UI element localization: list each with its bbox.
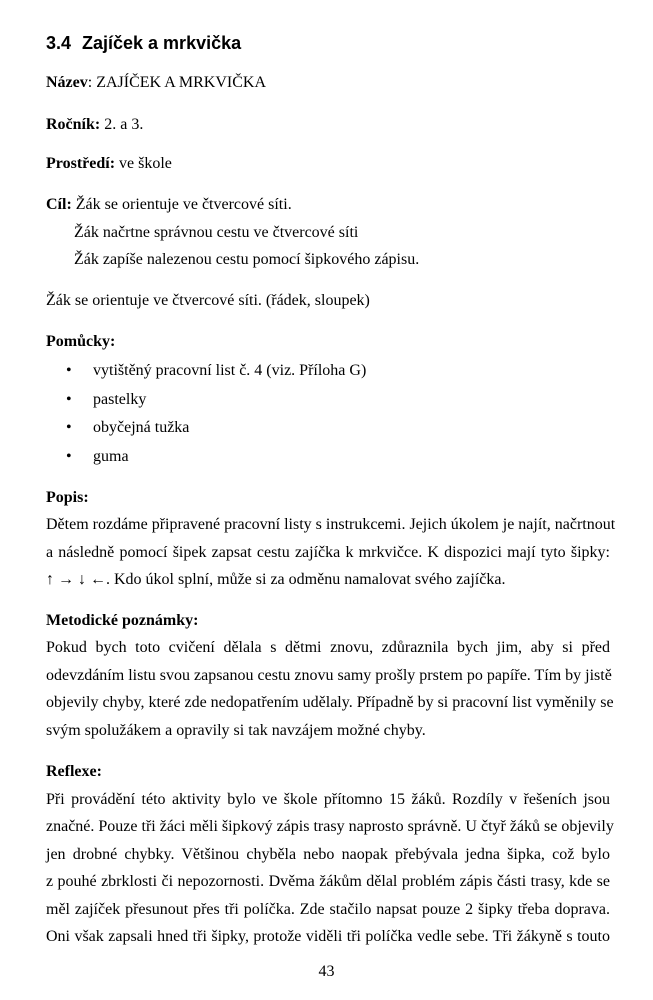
prostredi-value: ve škole: [115, 155, 172, 172]
reflexe-line: značné. Pouze tři žáci měli šipkový zápis trasy naprosto správně. U čtyř žáků se objevily: [46, 818, 614, 835]
cil-label: Cíl:: [46, 196, 72, 213]
list-item-text: pastelky: [93, 391, 147, 408]
reflexe-line: měl zajíček přesunout přes tři políčka. Zde stačilo napsat pouze 2 šipky třeba doprava.: [46, 901, 610, 918]
cil-line: [46, 195, 292, 215]
prostredi-label: Prostředí:: [46, 155, 116, 172]
metodicke-line: svým spolužákem a opravily si tak navzájem možné chyby.: [46, 722, 426, 739]
section-number: 3.4: [46, 33, 72, 53]
list-item: [66, 361, 366, 381]
nazev-value: ZAJÍČEK A MRKVIČKA: [96, 74, 267, 91]
nazev-sep: :: [87, 74, 97, 91]
page-number: 43: [318, 963, 335, 980]
reflexe-line: z pouhé zbrklosti či nepozornosti. Dvěma žákům dělal problém zápis části trasy, kde se: [46, 873, 610, 890]
nazev-label: Název: [46, 74, 88, 91]
list-item: [66, 447, 129, 467]
list-item: [66, 418, 189, 438]
reflexe-label: Reflexe:: [46, 763, 102, 780]
section-heading: [46, 33, 241, 54]
pomucky-label: Pomůcky:: [46, 333, 116, 350]
metodicke-line: odevzdáním listu svou zapsanou cestu znovu samy prošly prstem po papíře. Tím by jistě: [46, 667, 612, 684]
popis-line: a následně pomocí šipek zapsat cestu zajíčka k mrkvičce. K dispozici mají tyto šipky:: [46, 544, 610, 561]
prostredi-line: [46, 154, 172, 174]
cil-value-1: Žák se orientuje ve čtvercové síti.: [71, 196, 292, 213]
reflexe-line: Oni však zapsali hned tři šipky, protože viděli tři políčka vedle sebe. Tři žákyně s touto: [46, 928, 610, 945]
section-title: Zajíček a mrkvička: [82, 33, 242, 53]
popis-line: Dětem rozdáme připravené pracovní listy s instrukcemi. Jejich úkolem je najít, načrtnout: [46, 516, 616, 533]
rocnik-line: [46, 115, 143, 135]
rocnik-label: Ročník:: [46, 116, 101, 133]
reflexe-line: jen drobné chybky. Většinou chyběla nebo naopak přebývala jedna šipka, což bylo: [46, 846, 610, 863]
popis-label: Popis:: [46, 489, 89, 506]
cil-value-3: Žák zapíše nalezenou cestu pomocí šipkového zápisu.: [74, 251, 420, 268]
reflexe-line: Při provádění této aktivity bylo ve škole přítomno 15 žáků. Rozdíly v řešeních jsou: [46, 791, 610, 808]
rocnik-value: 2. a 3.: [100, 116, 144, 133]
bullet-icon: •: [66, 448, 72, 465]
metodicke-line: objevily chyby, které zde nedopatřením udělaly. Případně by si pracovní list vyměnily se: [46, 694, 614, 711]
metodicke-label: Metodické poznámky:: [46, 612, 199, 629]
nazev-line: [46, 73, 266, 93]
list-item-text: obyčejná tužka: [93, 419, 190, 436]
bullet-icon: •: [66, 419, 72, 436]
list-item: [66, 390, 146, 410]
list-item-text: vytištěný pracovní list č. 4 (viz. Příloha G): [93, 362, 367, 379]
bullet-icon: •: [66, 362, 72, 379]
orientation-note: Žák se orientuje ve čtvercové síti. (řádek, sloupek): [46, 292, 370, 309]
cil-value-2: Žák načrtne správnou cestu ve čtvercové síti: [74, 224, 359, 241]
bullet-icon: •: [66, 391, 72, 408]
metodicke-line: Pokud bych toto cvičení dělala s dětmi znovu, zdůraznila bych jim, aby si před: [46, 639, 610, 656]
popis-line: ↑ → ↓ ←. Kdo úkol splní, může si za odměnu namalovat svého zajíčka.: [46, 571, 506, 588]
list-item-text: guma: [93, 448, 129, 465]
